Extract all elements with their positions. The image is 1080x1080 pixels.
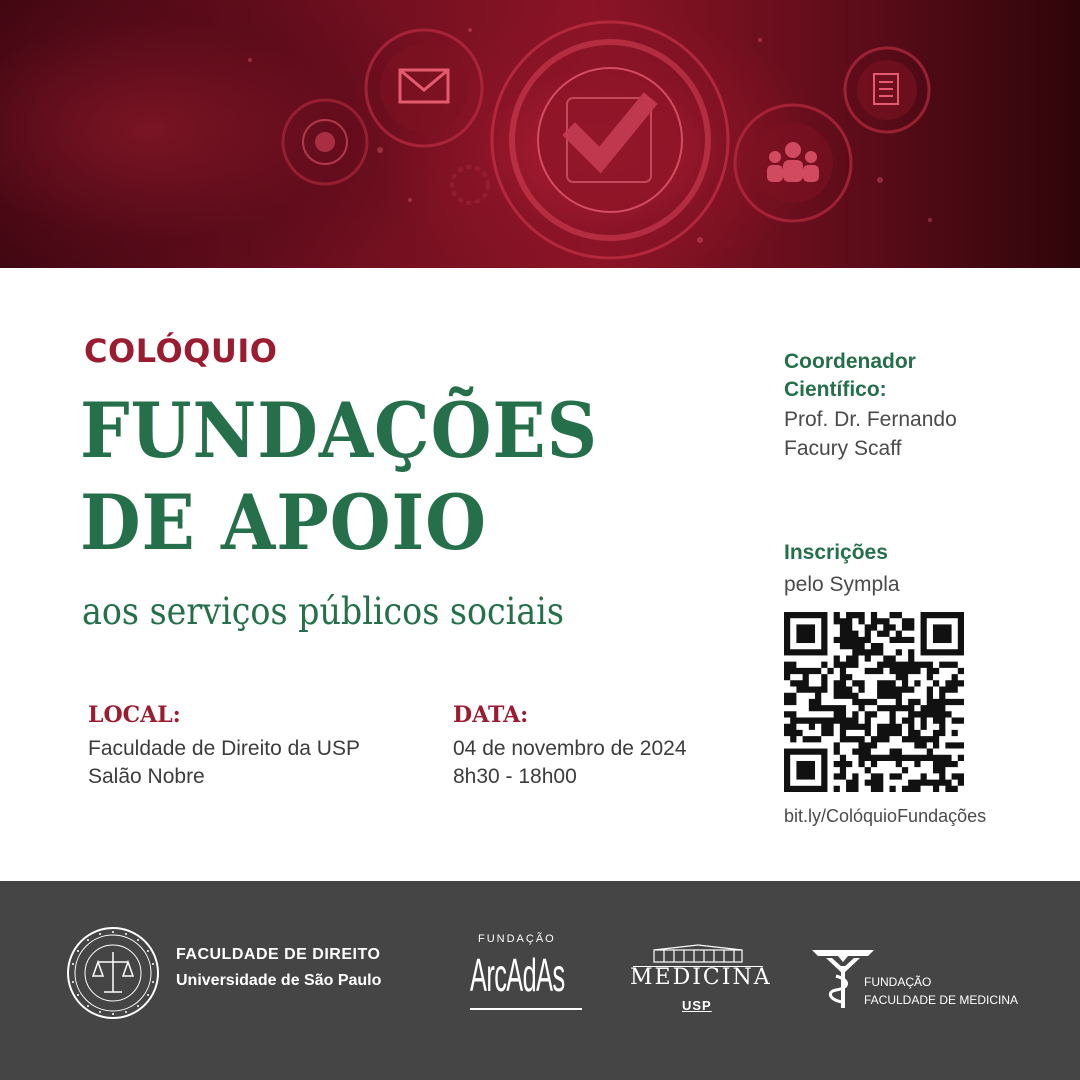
date-label: DATA: [453, 702, 529, 728]
checkmark-icon [492, 22, 728, 258]
local-label: LOCAL: [88, 702, 181, 728]
hero-banner [0, 0, 1080, 268]
registration-text: pelo Sympla [784, 573, 900, 596]
local-line1: Faculdade de Direito da USP [88, 737, 360, 760]
people-icon [735, 105, 851, 221]
usp-logo-text: USP [682, 998, 712, 1013]
coordinator-name-line1: Prof. Dr. Fernando [784, 408, 957, 431]
ffm-name-line2: FACULDADE DE MEDICINA [864, 993, 1019, 1007]
arcadas-logo: ArcAdAs [470, 949, 565, 1001]
registration-heading: Inscrições [784, 541, 888, 564]
ffm-name-line1: FUNDAÇÃO [864, 975, 932, 989]
envelope-icon [366, 30, 482, 146]
faculdade-name: FACULDADE DE DIREITO [176, 946, 381, 963]
faculdade-university: Universidade de São Paulo [176, 972, 382, 989]
qr-code[interactable] [784, 612, 964, 792]
faculdade-seal-logo [66, 926, 160, 1020]
event-subtitle: aos serviços públicos sociais [82, 590, 564, 633]
registration-link[interactable]: bit.ly/ColóquioFundações [784, 806, 987, 826]
date-line1: 04 de novembro de 2024 [453, 737, 687, 760]
document-icon [845, 48, 929, 132]
medicina-logo-text: MEDICINA [630, 965, 772, 990]
medicina-building-icon [652, 944, 744, 964]
coordinator-name-line2: Facury Scaff [784, 437, 902, 460]
qr-finder-pattern [787, 752, 824, 789]
event-title-line1: FUNDAÇÕES [80, 386, 599, 475]
coordinator-heading-line1: Coordenador [784, 350, 916, 373]
arcadas-label: FUNDAÇÃO [478, 933, 556, 945]
coordinator-heading-line2: Científico: [784, 378, 887, 401]
globe-icon [283, 100, 367, 184]
event-title [80, 385, 669, 569]
time-line: 8h30 - 18h00 [453, 765, 577, 788]
qr-finder-pattern [787, 615, 824, 652]
banner-graphics [0, 0, 1080, 268]
local-line2: Salão Nobre [88, 765, 205, 788]
event-title-line2: DE APOIO [80, 478, 487, 567]
arcadas-underline [470, 1008, 582, 1010]
qr-finder-pattern [924, 615, 961, 652]
event-kicker: COLÓQUIO [84, 332, 278, 370]
